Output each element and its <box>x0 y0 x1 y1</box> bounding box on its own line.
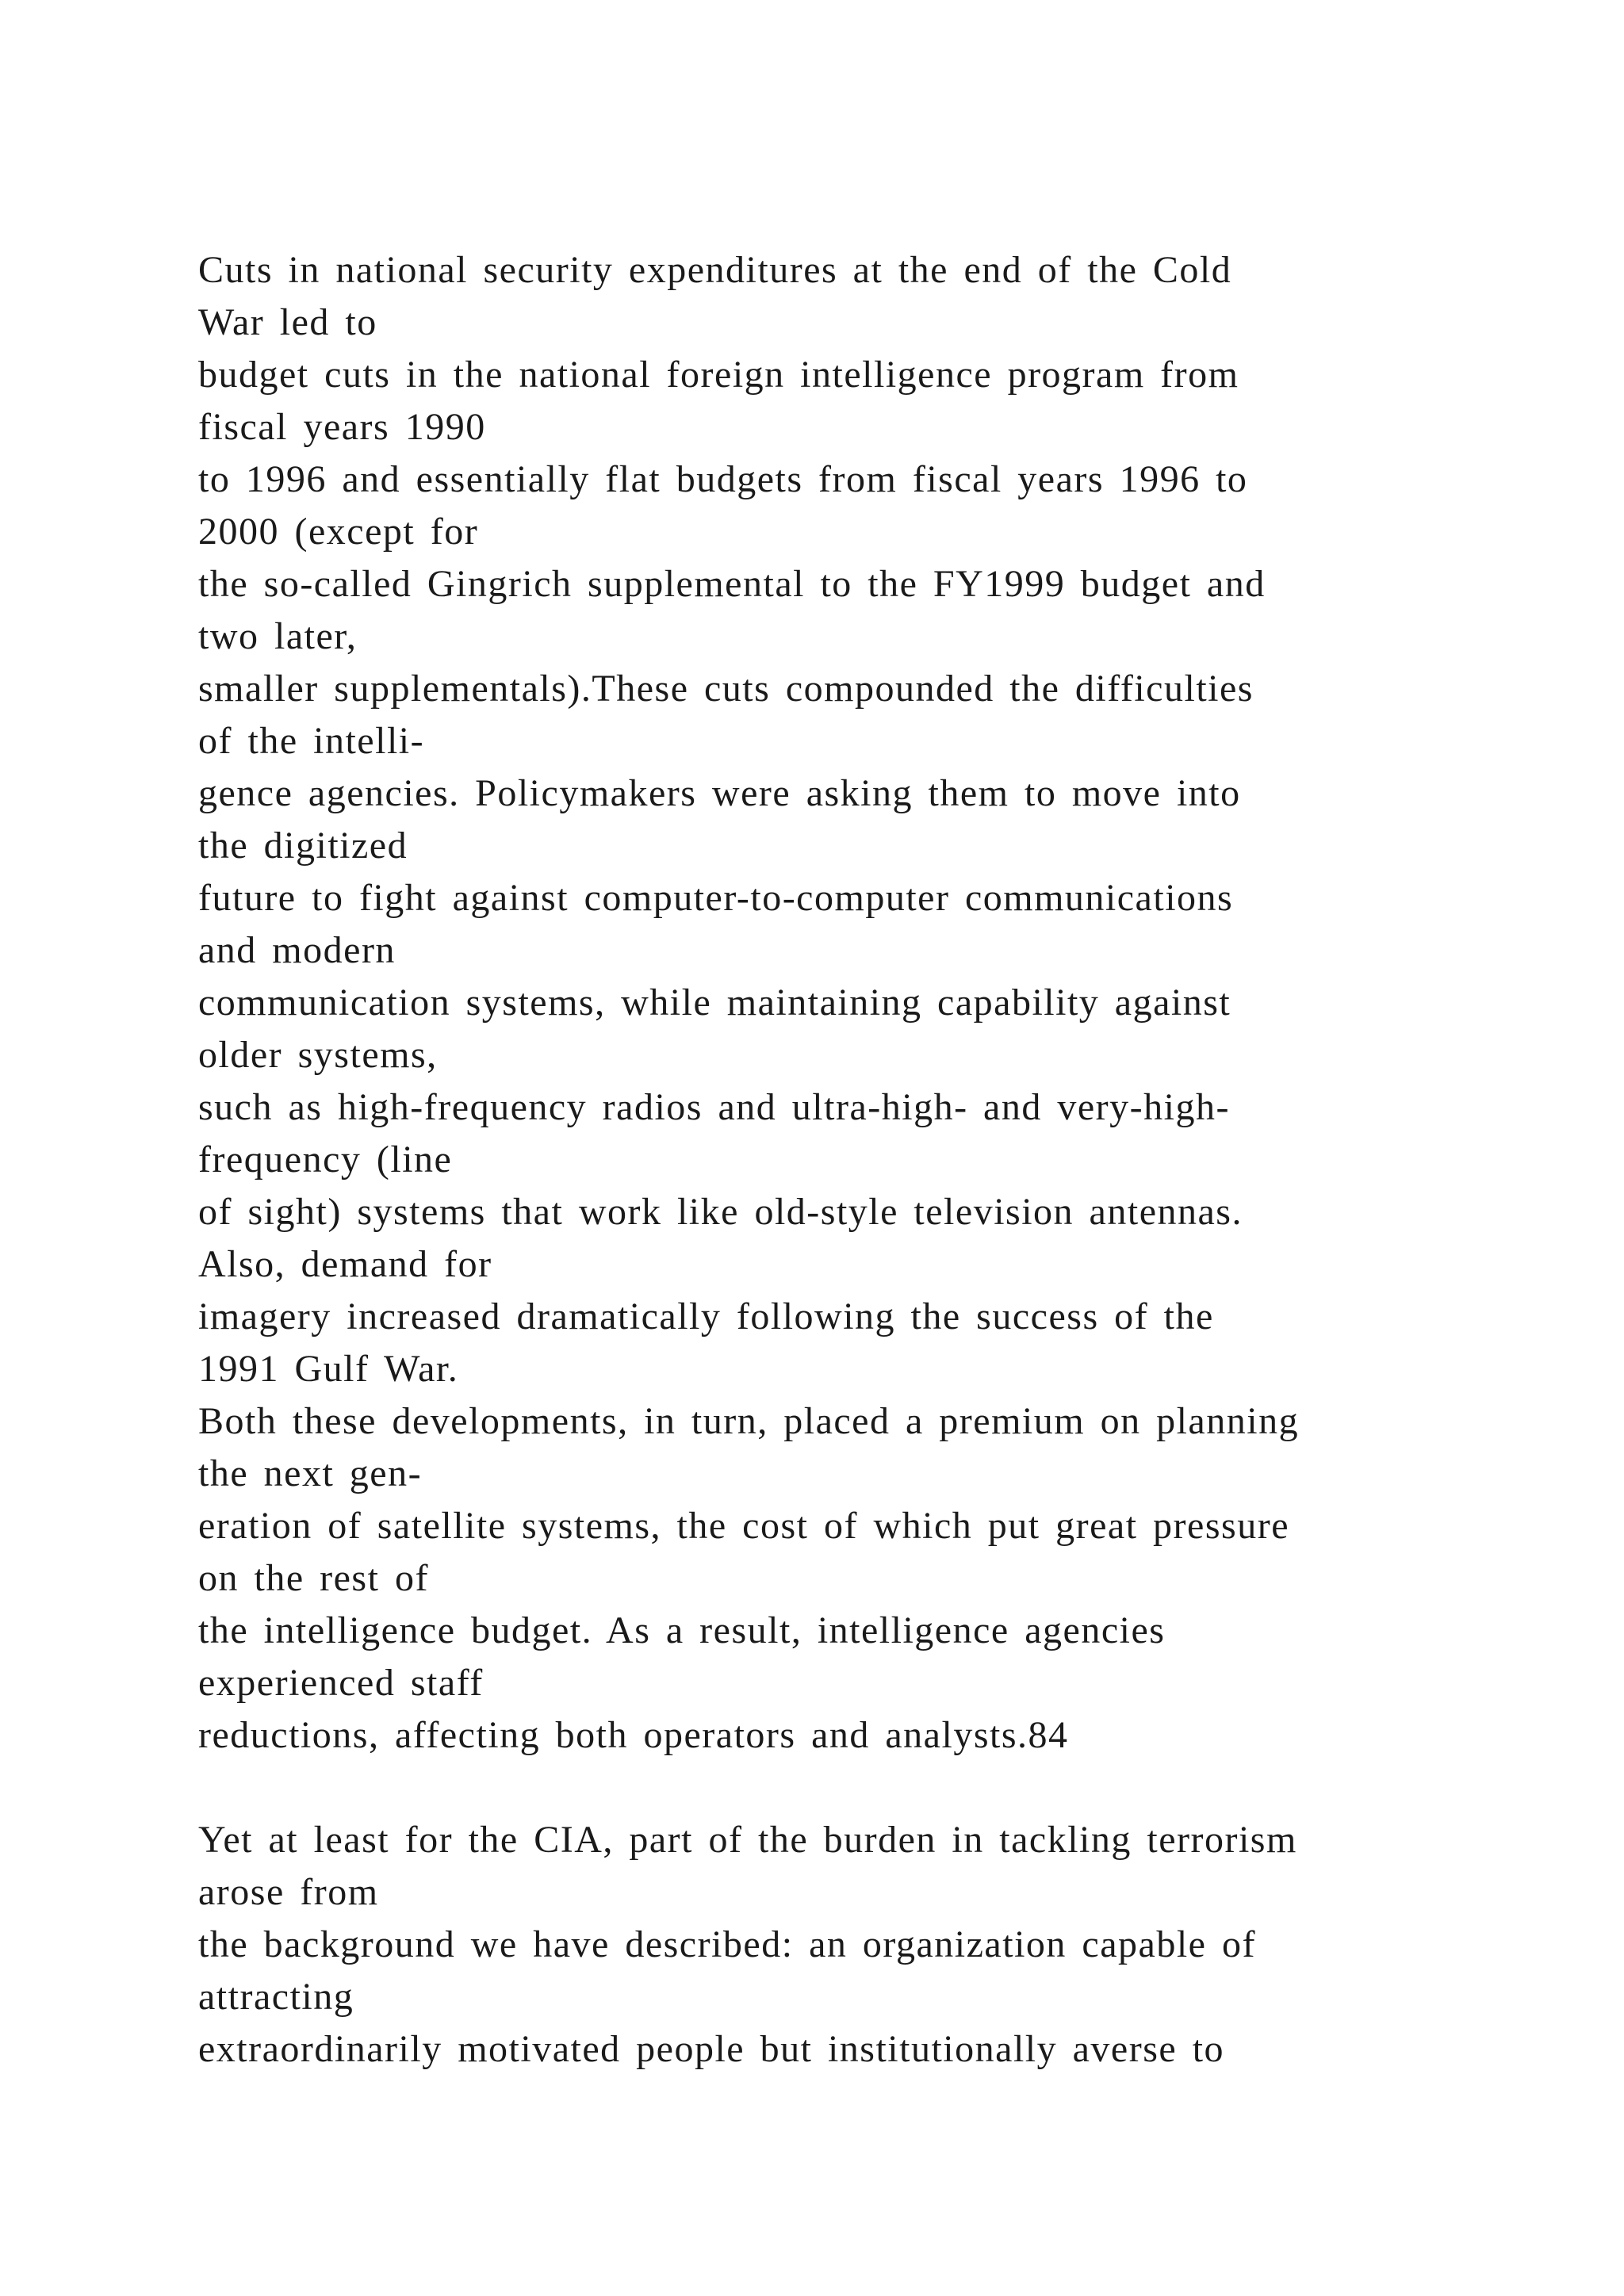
text-line: 1991 Gulf War. <box>198 1348 459 1390</box>
text-line: imagery increased dramatically following the success of the <box>198 1295 1214 1337</box>
text-line: Both these developments, in turn, placed a premium on planning <box>198 1400 1300 1442</box>
body-text <box>198 244 1546 2076</box>
text-line: of sight) systems that work like old-style television antennas. <box>198 1191 1243 1233</box>
text-line: the so-called Gingrich supplemental to the FY1999 budget and <box>198 563 1266 605</box>
text-line: the intelligence budget. As a result, intelligence agencies <box>198 1609 1166 1651</box>
text-line: to 1996 and essentially flat budgets from fiscal years 1996 to <box>198 458 1248 500</box>
text-line: smaller supplementals).These cuts compounded the difficulties <box>198 668 1254 710</box>
text-line: War led to <box>198 301 377 343</box>
text-line: such as high-frequency radios and ultra-high- and very-high- <box>198 1086 1230 1128</box>
text-line: budget cuts in the national foreign intelligence program from <box>198 354 1239 396</box>
text-line: experienced staff <box>198 1662 484 1704</box>
paragraph-gap <box>198 1762 1546 1814</box>
text-line: arose from <box>198 1871 379 1913</box>
text-line: two later, <box>198 615 358 657</box>
text-line: reductions, affecting both operators and analysts.84 <box>198 1714 1069 1756</box>
text-line: frequency (line <box>198 1138 453 1181</box>
text-line: and modern <box>198 929 396 971</box>
text-line: fiscal years 1990 <box>198 406 486 448</box>
text-line: of the intelli- <box>198 720 425 762</box>
text-line: extraordinarily motivated people but institutionally averse to <box>198 2028 1225 2070</box>
text-line: communication systems, while maintaining capability against <box>198 982 1231 1024</box>
text-line: on the rest of <box>198 1557 429 1599</box>
text-line: gence agencies. Policymakers were asking them to move into <box>198 772 1241 814</box>
text-line: the digitized <box>198 825 408 867</box>
text-line: eration of satellite systems, the cost of which put great pressure <box>198 1505 1289 1547</box>
text-line: future to fight against computer-to-computer communications <box>198 877 1234 919</box>
text-line: 2000 (except for <box>198 511 479 553</box>
text-line: Cuts in national security expenditures at the end of the Cold <box>198 249 1232 291</box>
text-line: Yet at least for the CIA, part of the burden in tackling terrorism <box>198 1819 1297 1861</box>
text-line: attracting <box>198 1976 354 2018</box>
paragraph-2 <box>198 1814 1546 2076</box>
paragraph-1 <box>198 244 1546 1762</box>
text-line: Also, demand for <box>198 1243 492 1285</box>
text-line: the background we have described: an organization capable of <box>198 1923 1256 1965</box>
text-line: the next gen- <box>198 1452 423 1494</box>
text-line: older systems, <box>198 1034 438 1076</box>
